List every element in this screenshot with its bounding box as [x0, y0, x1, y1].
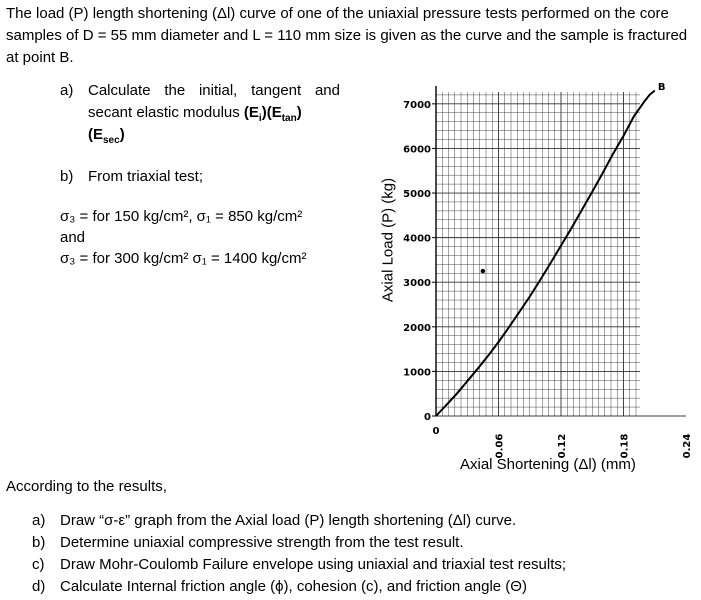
x-tick-label: 0.12: [557, 433, 568, 459]
task-text: Calculate Internal friction angle (ϕ), cohesion (c), and friction angle (Θ): [60, 578, 527, 595]
etan-subscript: tan: [281, 113, 297, 124]
y-tick-label: 6000: [403, 144, 431, 156]
etan-symbol: )(E: [261, 104, 282, 121]
x-tick-label: 0: [432, 426, 440, 437]
task-label: a): [32, 512, 46, 529]
chart-grid: [436, 92, 640, 416]
task-text: Determine uniaxial compressive strength from the test result.: [60, 534, 464, 551]
list-item: [32, 532, 692, 554]
y-tick-label: 0: [424, 412, 431, 423]
results-heading: According to the results,: [6, 478, 167, 495]
task-label: b): [32, 534, 46, 551]
y-tick-label: 5000: [403, 189, 431, 201]
list-item: [32, 554, 692, 576]
task-label: d): [32, 578, 46, 595]
condition-2: σ₃ = for 300 kg/cm² σ₁ = 1400 kg/cm²: [60, 250, 307, 267]
task-text: Draw Mohr-Coulomb Failure envelope using uniaxial and triaxial test results;: [60, 556, 567, 573]
question-a-label: a): [60, 82, 74, 99]
esec-symbol: (E: [88, 126, 103, 143]
x-tick-label: 0.06: [494, 433, 506, 459]
ei-subscript: i: [258, 113, 262, 124]
chart-annotations: [658, 82, 666, 93]
y-tick-label: 7000: [403, 99, 431, 111]
y-tick-label: 2000: [403, 322, 431, 334]
question-a-line: Calculate the initial, tangent and secant elastic modulus: [88, 82, 340, 121]
question-b-text: From triaxial test;: [88, 168, 204, 185]
esec-close: ): [119, 126, 125, 143]
ei-symbol: (E: [243, 104, 259, 121]
x-tick-label: 0.18: [619, 433, 631, 459]
y-tick-label: 4000: [403, 233, 431, 245]
y-tick-label: 1000: [403, 367, 431, 379]
task-list: [32, 510, 692, 598]
list-item: [32, 576, 692, 598]
etan-close: ): [296, 104, 302, 121]
point-b-label: B: [657, 82, 666, 94]
question-b-label: b): [60, 168, 74, 185]
problem-statement: The load (P) length shortening (Δl) curve of one of the uniaxial pressure tests performed on the core samples of D = 55 mm diameter and L = 110 mm size is given as the curve and the sample is fractured at point B.: [6, 5, 688, 66]
y-axis-label: Axial Load (P) (kg): [379, 177, 397, 303]
esec-subscript: sec: [103, 135, 120, 146]
data-point: [481, 269, 485, 273]
condition-1: σ₃ = for 150 kg/cm², σ₁ = 850 kg/cm²: [60, 208, 303, 225]
x-tick-label: 0.24: [682, 433, 693, 459]
task-label: c): [32, 556, 45, 573]
task-text: Draw “σ-ε” graph from the Axial load (P) length shortening (Δl) curve.: [60, 512, 517, 529]
y-tick-label: 3000: [403, 278, 431, 290]
condition-and: and: [60, 229, 86, 246]
list-item: [32, 510, 692, 532]
x-axis-label: Axial Shortening (Δl) (mm): [460, 456, 636, 473]
